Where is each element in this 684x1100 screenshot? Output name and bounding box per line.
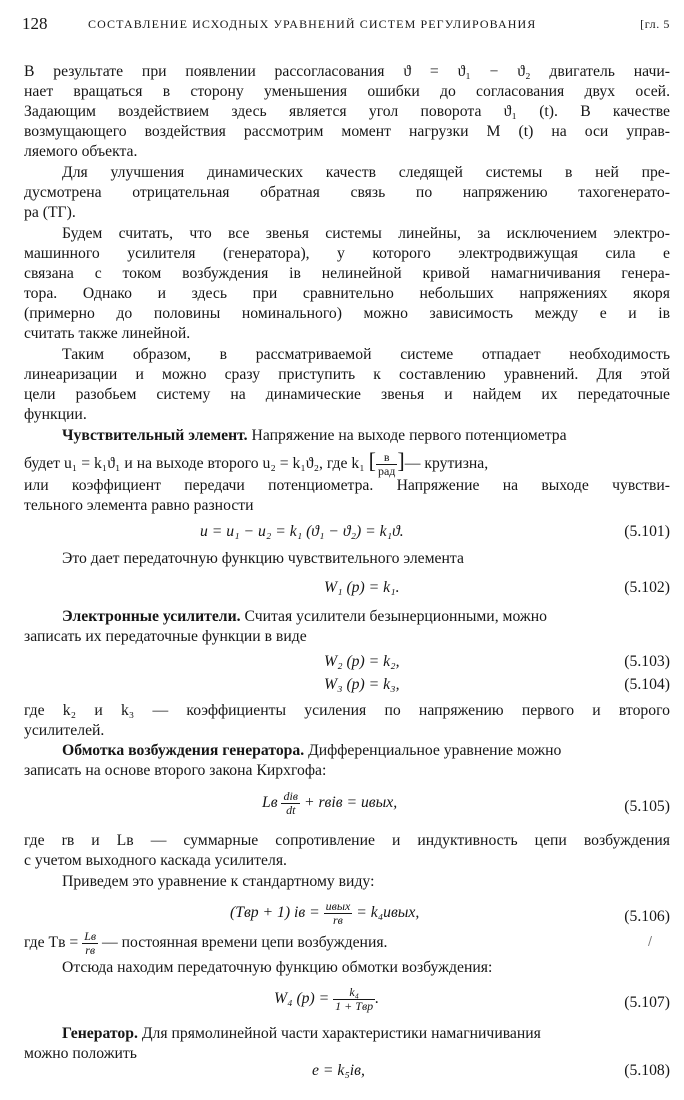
equation-expression: W₄ (p) = $\frac{\text{k₄}}{\text{1 + Tвp}}$ .	[274, 984, 380, 1013]
text-line: цели разобьем систему на динамические звенья и найдем их передаточные	[24, 386, 670, 403]
text-line: Задающим воздействием здесь является угол поворота ϑ₁ (t). В качестве	[24, 103, 670, 120]
section-heading-line	[24, 741, 670, 761]
section-heading: Обмотка возбуждения генератора.	[62, 742, 305, 759]
text-line: Отсюда находим передаточную функцию обмотки возбуждения:	[62, 959, 493, 976]
text-line: можно положить	[24, 1045, 137, 1062]
text-run: Напряжение на выходе первого потенциометра	[247, 427, 567, 444]
running-header	[22, 14, 670, 38]
section-heading-line	[24, 426, 670, 446]
derivative-fraction: $\frac{\text{diв}}{dt}$	[283, 788, 299, 817]
text-line: ра (ТГ).	[24, 204, 76, 221]
equation-number: (5.105)	[624, 798, 670, 815]
equation-expression: W₃ (p) = k₃,	[324, 676, 400, 693]
equation-number: (5.102)	[624, 579, 670, 596]
text-line: функции.	[24, 406, 87, 423]
text-line: Приведем это уравнение к стандартному виду:	[62, 873, 375, 890]
text-run: Дифференциальное уравнение можно	[304, 742, 562, 759]
equation-expression: e = k₅iв,	[312, 1062, 365, 1079]
transfer-fraction: $\frac{\text{k₄}}{\text{1 + Tвp}}$	[335, 984, 374, 1013]
text-line: где rв и Lв — суммарные сопротивление и индуктивность цепи возбуждения	[24, 832, 670, 849]
text-line: где k₂ и k₃ — коэффициенты усиления по напряжению первого и второго	[24, 702, 670, 719]
text-line: (примерно до половины номинального) можно зависимость между e и iв	[24, 305, 670, 322]
text-line: усилителей.	[24, 722, 105, 739]
text-line: Будем считать, что все звенья системы линейны, за исключением электро-	[62, 225, 670, 242]
equation-fraction: $\frac{\text{uвых}}{rв}$	[325, 898, 351, 927]
section-heading: Генератор.	[62, 1025, 138, 1042]
page-number: 128	[22, 14, 48, 33]
text-line: возмущающего воздействия рассмотрим момент нагрузки M (t) на оси управ-	[24, 123, 670, 140]
text-run: Считая усилители безынерционными, можно	[240, 608, 548, 625]
text-line: В результате при появлении рассогласования ϑ = ϑ₁ − ϑ₂ двигатель начи-	[24, 63, 670, 80]
section-heading: Чувствительный элемент.	[62, 427, 248, 444]
text-run: — крутизна,	[404, 455, 489, 472]
equation-number: (5.107)	[624, 994, 670, 1011]
equation-number: (5.101)	[624, 523, 670, 540]
equation-expression: (Tвp + 1) iв = $\frac{\text{uвых}}{rв}$ = k₄uвых,	[230, 898, 420, 927]
text-line: Это дает передаточную функцию чувствительного элемента	[62, 550, 464, 567]
text-run: Для прямолинейной части характеристики намагничивания	[137, 1025, 541, 1042]
equation-expression: Lв $\frac{\text{diв}}{dt}$ + rвiв = uвых,	[262, 788, 398, 817]
unit-fraction: $\frac{в}{\text{рад}}$	[377, 449, 396, 478]
time-constant-fraction: $\frac{Lв}{rв}$	[84, 929, 97, 957]
text-line: машинного усилителя (генератора), у которого электродвижущая сила e	[24, 245, 670, 262]
text-line: или коэффициент передачи потенциометра. Напряжение на выходе чувстви-	[24, 477, 670, 494]
header-chapter: [гл. 5	[640, 17, 670, 31]
section-heading-line	[24, 607, 670, 627]
text-line: тельного элемента равно разности	[24, 497, 254, 514]
equation-number: (5.103)	[624, 653, 670, 670]
text-run: будет u₁ = k₁ϑ₁ и на выходе второго u₂ = k₁ϑ₂, где k₁	[24, 455, 365, 472]
text-line: будет u₁ = k₁ϑ₁ и на выходе второго u₂ = k₁ϑ₂, где k₁ [ $\frac{в}{\text{рад}}$ ]— крутизна,	[24, 448, 489, 478]
equation-number: (5.108)	[624, 1062, 670, 1079]
text-line: записать на основе второго закона Кирхгофа:	[24, 762, 327, 779]
text-line: с учетом выходного каскада усилителя.	[24, 852, 287, 869]
text-line: где Tв = $\frac{Lв}{rв}$ — постоянная времени цепи возбуждения.	[24, 929, 388, 957]
equation-number: (5.104)	[624, 676, 670, 693]
margin-mark: /	[648, 934, 653, 948]
text-line: дусмотрена отрицательная обратная связь по напряжению тахогенерато-	[24, 184, 670, 201]
section-heading-line	[24, 1024, 670, 1044]
text-line: ляемого объекта.	[24, 143, 138, 160]
text-line: связана с током возбуждения iв нелинейной кривой намагничивания генера-	[24, 265, 670, 282]
equation-expression: W₁ (p) = k₁.	[324, 579, 400, 596]
equation-number: (5.106)	[624, 908, 670, 925]
text-line: линеаризации и можно сразу приступить к составлению уравнений. Для этой	[24, 366, 670, 383]
text-line: тора. Однако и здесь при сравнительно небольших напряжениях якоря	[24, 285, 670, 302]
text-line: считать также линейной.	[24, 325, 191, 342]
text-line: записать их передаточные функции в виде	[24, 628, 307, 645]
text-line: нает вращаться в сторону уменьшения ошибки до согласования двух осей.	[24, 83, 670, 100]
equation-expression: u = u₁ − u₂ = k₁ (ϑ₁ − ϑ₂) = k₁ϑ.	[200, 523, 404, 540]
text-line: Таким образом, в рассматриваемой системе отпадает необходимость	[62, 346, 670, 363]
text-line: Для улучшения динамических качеств следящей системы в ней пре-	[62, 164, 670, 181]
section-heading: Электронные усилители.	[62, 608, 241, 625]
header-title: СОСТАВЛЕНИЕ ИСХОДНЫХ УРАВНЕНИЙ СИСТЕМ РЕГУЛИРОВАНИЯ	[88, 17, 537, 31]
equation-expression: W₂ (p) = k₂,	[324, 653, 400, 670]
